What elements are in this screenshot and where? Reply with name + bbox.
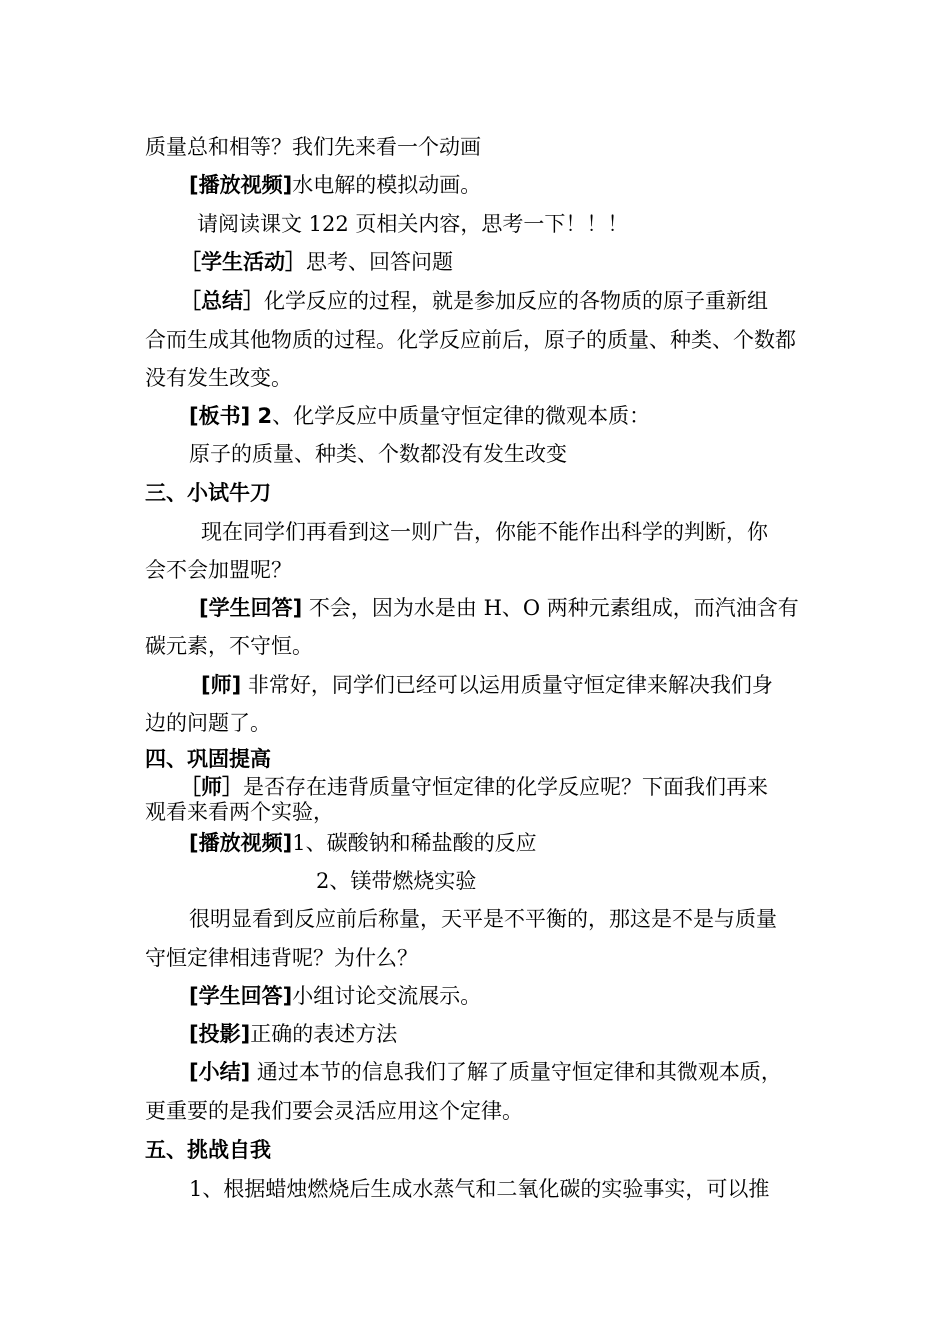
paragraph-line: 守恒定律相违背呢？为什么？ [145, 946, 418, 970]
paragraph-line: 更重要的是我们要会灵活应用这个定律。 [145, 1099, 523, 1123]
line-text: 是否存在违背质量守恒定律的化学反应呢？下面我们再来 [243, 775, 768, 799]
line-text: 不会，因为水是由 H、O 两种元素组成，而汽油含有 [308, 596, 799, 620]
label-tag: [板书] 2 [189, 404, 273, 428]
section-heading: 三、小试牛刀 [145, 481, 271, 505]
paragraph-line: 没有发生改变。 [145, 366, 292, 390]
paragraph-line [180, 287, 768, 315]
paragraph-line [189, 171, 481, 199]
line-text: 正确的表述方法 [250, 1022, 398, 1046]
paragraph-line: 质量总和相等？我们先来看一个动画 [145, 135, 481, 159]
paragraph-line [189, 1058, 782, 1086]
paragraph-line [180, 248, 453, 276]
label-tag: [小结] [189, 1060, 251, 1084]
paragraph-line [189, 829, 537, 857]
line-text: 、化学反应中质量守恒定律的微观本质： [272, 404, 651, 428]
paragraph-line [189, 982, 481, 1010]
label-tag: ［总结］ [180, 289, 264, 313]
paragraph-line: 边的问题了。 [145, 711, 271, 735]
section-heading: 五、挑战自我 [145, 1138, 271, 1162]
label-tag: [播放视频] [189, 173, 293, 197]
label-tag: ［学生活动］ [180, 250, 306, 274]
section-heading: 四、巩固提高 [145, 747, 271, 771]
line-text: 水电解的模拟动画。 [292, 173, 482, 197]
line-text: 思考、回答问题 [306, 250, 453, 274]
line-text: 小组讨论交流展示。 [292, 984, 482, 1008]
paragraph-line: 会不会加盟呢？ [145, 558, 292, 582]
paragraph-line: 2、镁带燃烧实验 [316, 869, 477, 893]
paragraph-line [201, 671, 773, 699]
label-tag: ［师］ [180, 775, 243, 799]
line-text: 非常好，同学们已经可以运用质量守恒定律来解决我们身 [247, 673, 773, 697]
label-tag: [投影] [189, 1022, 251, 1046]
paragraph-line: 很明显看到反应前后称量，天平是不平衡的，那这是不是与质量 [189, 907, 777, 931]
paragraph-line: 请阅读课文 122 页相关内容，思考一下！！！ [197, 212, 629, 236]
paragraph-line [189, 402, 650, 430]
paragraph-line: 原子的质量、种类、个数都没有发生改变 [189, 442, 567, 466]
paragraph-line [189, 1020, 397, 1048]
paragraph-line: 现在同学们再看到这一则广告，你能不能作出科学的判断，你 [201, 520, 768, 544]
paragraph-line: 观看来看两个实验， [145, 800, 334, 824]
label-tag: [播放视频] [189, 831, 293, 855]
paragraph-line [180, 773, 768, 801]
line-text: 化学反应的过程，就是参加反应的各物质的原子重新组 [264, 289, 768, 313]
paragraph-line: 合而生成其他物质的过程。化学反应前后，原子的质量、种类、个数都 [145, 328, 796, 352]
line-text: 通过本节的信息我们了解了质量守恒定律和其微观本质， [256, 1060, 782, 1084]
label-tag: [学生回答] [199, 596, 303, 620]
paragraph-line [199, 594, 799, 622]
label-tag: [师] [201, 673, 242, 697]
paragraph-line: 1、根据蜡烛燃烧后生成水蒸气和二氧化碳的实验事实，可以推 [189, 1177, 770, 1201]
line-text: 1、碳酸钠和稀盐酸的反应 [292, 831, 537, 855]
paragraph-line: 碳元素，不守恒。 [145, 634, 313, 658]
label-tag: [学生回答] [189, 984, 293, 1008]
